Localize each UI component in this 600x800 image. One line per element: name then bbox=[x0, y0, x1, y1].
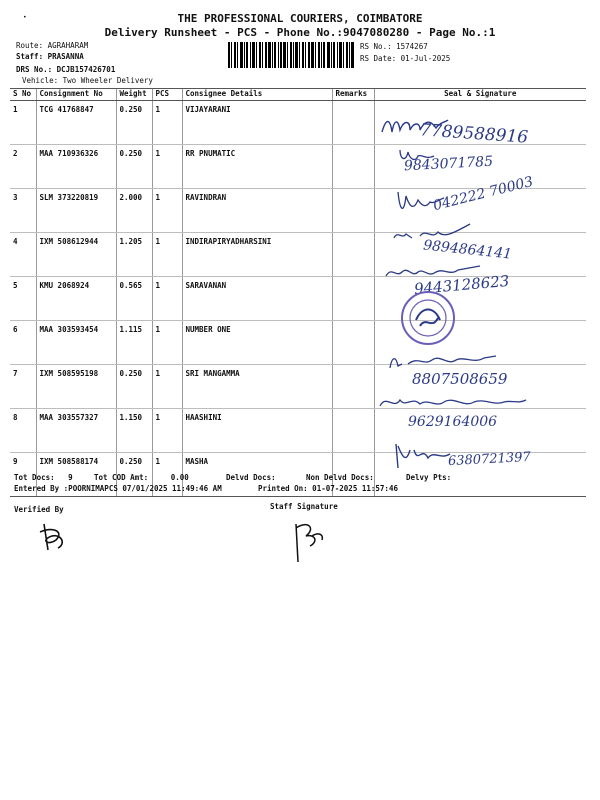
total-docs: Tot Docs: 9 bbox=[14, 473, 73, 482]
company-title: THE PROFESSIONAL COURIERS, COIMBATORE bbox=[177, 12, 423, 25]
cell-consignee: NUMBER ONE bbox=[182, 321, 332, 365]
non-delivered-docs: Non Delvd Docs: bbox=[306, 473, 374, 482]
cell-sno: 6 bbox=[10, 321, 36, 365]
cell-pcs: 1 bbox=[152, 409, 182, 453]
cell-pcs: 1 bbox=[152, 321, 182, 365]
cell-consignment: MAA 303593454 bbox=[36, 321, 116, 365]
cell-remarks bbox=[332, 145, 374, 189]
drs-number: DRS No.: DCJB157426701 bbox=[16, 65, 116, 74]
delivered-docs: Delvd Docs: bbox=[226, 473, 276, 482]
signature-scribble bbox=[380, 112, 450, 142]
cell-weight: 0.250 bbox=[116, 365, 152, 409]
cell-pcs: 1 bbox=[152, 365, 182, 409]
handwritten-phone: 6380721397 bbox=[447, 449, 532, 470]
corner-mark: • bbox=[23, 14, 27, 21]
signature-scribble bbox=[384, 262, 484, 282]
col-header-sno: S No bbox=[10, 89, 36, 101]
cell-consignment: IXM 508588174 bbox=[36, 453, 116, 497]
handwritten-phone: 042222 70003 bbox=[431, 173, 535, 215]
verified-by-label: Verified By bbox=[14, 505, 64, 514]
cell-weight: 2.000 bbox=[116, 189, 152, 233]
cell-consignee: SRI MANGAMMA bbox=[182, 365, 332, 409]
cell-weight: 0.250 bbox=[116, 145, 152, 189]
signature-scribble bbox=[398, 146, 438, 166]
cell-weight: 1.205 bbox=[116, 233, 152, 277]
cell-sno: 4 bbox=[10, 233, 36, 277]
delivery-points: Delvy Pts: bbox=[406, 473, 452, 482]
cell-weight: 0.250 bbox=[116, 453, 152, 497]
signature-scribble bbox=[378, 392, 528, 414]
handwritten-phone: 8807508659 bbox=[412, 370, 508, 388]
table-row bbox=[10, 321, 586, 365]
table-header-row bbox=[10, 89, 586, 101]
cell-pcs: 1 bbox=[152, 145, 182, 189]
cell-consignee: INDIRAPIRYADHARSINI bbox=[182, 233, 332, 277]
rs-date: RS Date: 01-Jul-2025 bbox=[360, 54, 451, 63]
handwritten-phone: 7789588916 bbox=[419, 120, 529, 148]
cell-pcs: 1 bbox=[152, 233, 182, 277]
cell-weight: 0.565 bbox=[116, 277, 152, 321]
rs-number: RS No.: 1574267 bbox=[360, 42, 428, 51]
handwritten-phone: 9443128623 bbox=[413, 271, 511, 299]
cell-sno: 9 bbox=[10, 453, 36, 497]
cell-remarks bbox=[332, 409, 374, 453]
signature-scribble bbox=[392, 222, 472, 244]
cell-sno: 5 bbox=[10, 277, 36, 321]
runsheet-title: Delivery Runsheet - PCS - Phone No.:9047080280 - Page No.:1 bbox=[104, 26, 496, 39]
cell-sno: 3 bbox=[10, 189, 36, 233]
col-header-consignment: Consignment No bbox=[36, 89, 116, 101]
cell-consignment: KMU 2068924 bbox=[36, 277, 116, 321]
cell-weight: 0.250 bbox=[116, 101, 152, 145]
cell-consignee: VIJAYARANI bbox=[182, 101, 332, 145]
cell-remarks bbox=[332, 101, 374, 145]
cell-remarks bbox=[332, 321, 374, 365]
col-header-consignee: Consignee Details bbox=[182, 89, 332, 101]
cell-sno: 8 bbox=[10, 409, 36, 453]
company-stamp bbox=[400, 290, 456, 346]
cell-consignment: IXM 508595198 bbox=[36, 365, 116, 409]
signature-scribble bbox=[396, 188, 446, 218]
runsheet-table bbox=[10, 88, 586, 497]
cell-pcs: 1 bbox=[152, 277, 182, 321]
handwritten-phone: 9894864141 bbox=[422, 237, 513, 263]
route-label: Route: AGRAHARAM bbox=[16, 41, 89, 50]
staff-label: Staff: PRASANNA bbox=[16, 52, 84, 61]
cell-sno: 2 bbox=[10, 145, 36, 189]
col-header-pcs: PCS bbox=[152, 89, 182, 101]
entered-by: Entered By :POORNIMAPCS 07/01/2025 11:49:46 AM bbox=[14, 484, 222, 493]
cell-remarks bbox=[332, 365, 374, 409]
cell-consignee: MASHA bbox=[182, 453, 332, 497]
cell-consignee: SARAVANAN bbox=[182, 277, 332, 321]
table-row bbox=[10, 409, 586, 453]
cell-weight: 1.150 bbox=[116, 409, 152, 453]
cell-pcs: 1 bbox=[152, 101, 182, 145]
staff-signature-image bbox=[288, 518, 328, 564]
cell-remarks bbox=[332, 233, 374, 277]
printed-on: Printed On: 01-07-2025 11:57:46 bbox=[258, 484, 398, 493]
cell-consignee: RAVINDRAN bbox=[182, 189, 332, 233]
cell-pcs: 1 bbox=[152, 453, 182, 497]
col-header-remarks: Remarks bbox=[332, 89, 374, 101]
handwritten-phone: 9843071785 bbox=[403, 153, 494, 175]
cell-consignment: MAA 710936326 bbox=[36, 145, 116, 189]
cell-consignee: HAASHINI bbox=[182, 409, 332, 453]
cell-consignment: SLM 373220819 bbox=[36, 189, 116, 233]
signature-scribble bbox=[394, 440, 454, 470]
cell-remarks bbox=[332, 189, 374, 233]
cell-sno: 7 bbox=[10, 365, 36, 409]
cell-consignment: MAA 303557327 bbox=[36, 409, 116, 453]
col-header-weight: Weight bbox=[116, 89, 152, 101]
cell-consignment: TCG 41768847 bbox=[36, 101, 116, 145]
cell-weight: 1.115 bbox=[116, 321, 152, 365]
col-header-signature: Seal & Signature bbox=[374, 89, 586, 101]
cell-consignee: RR PNUMATIC bbox=[182, 145, 332, 189]
verified-signature bbox=[34, 522, 74, 554]
cell-sno: 1 bbox=[10, 101, 36, 145]
signature-scribble bbox=[388, 350, 498, 372]
cell-consignment: IXM 508612944 bbox=[36, 233, 116, 277]
staff-signature-label: Staff Signature bbox=[270, 502, 338, 511]
cell-remarks bbox=[332, 277, 374, 321]
barcode-image bbox=[228, 42, 354, 68]
cell-pcs: 1 bbox=[152, 189, 182, 233]
vehicle-label: Vehicle: Two Wheeler Delivery bbox=[22, 76, 153, 85]
handwritten-phone: 9629164006 bbox=[408, 414, 498, 430]
total-cod-amount: Tot COD Amt: 0.00 bbox=[94, 473, 189, 482]
